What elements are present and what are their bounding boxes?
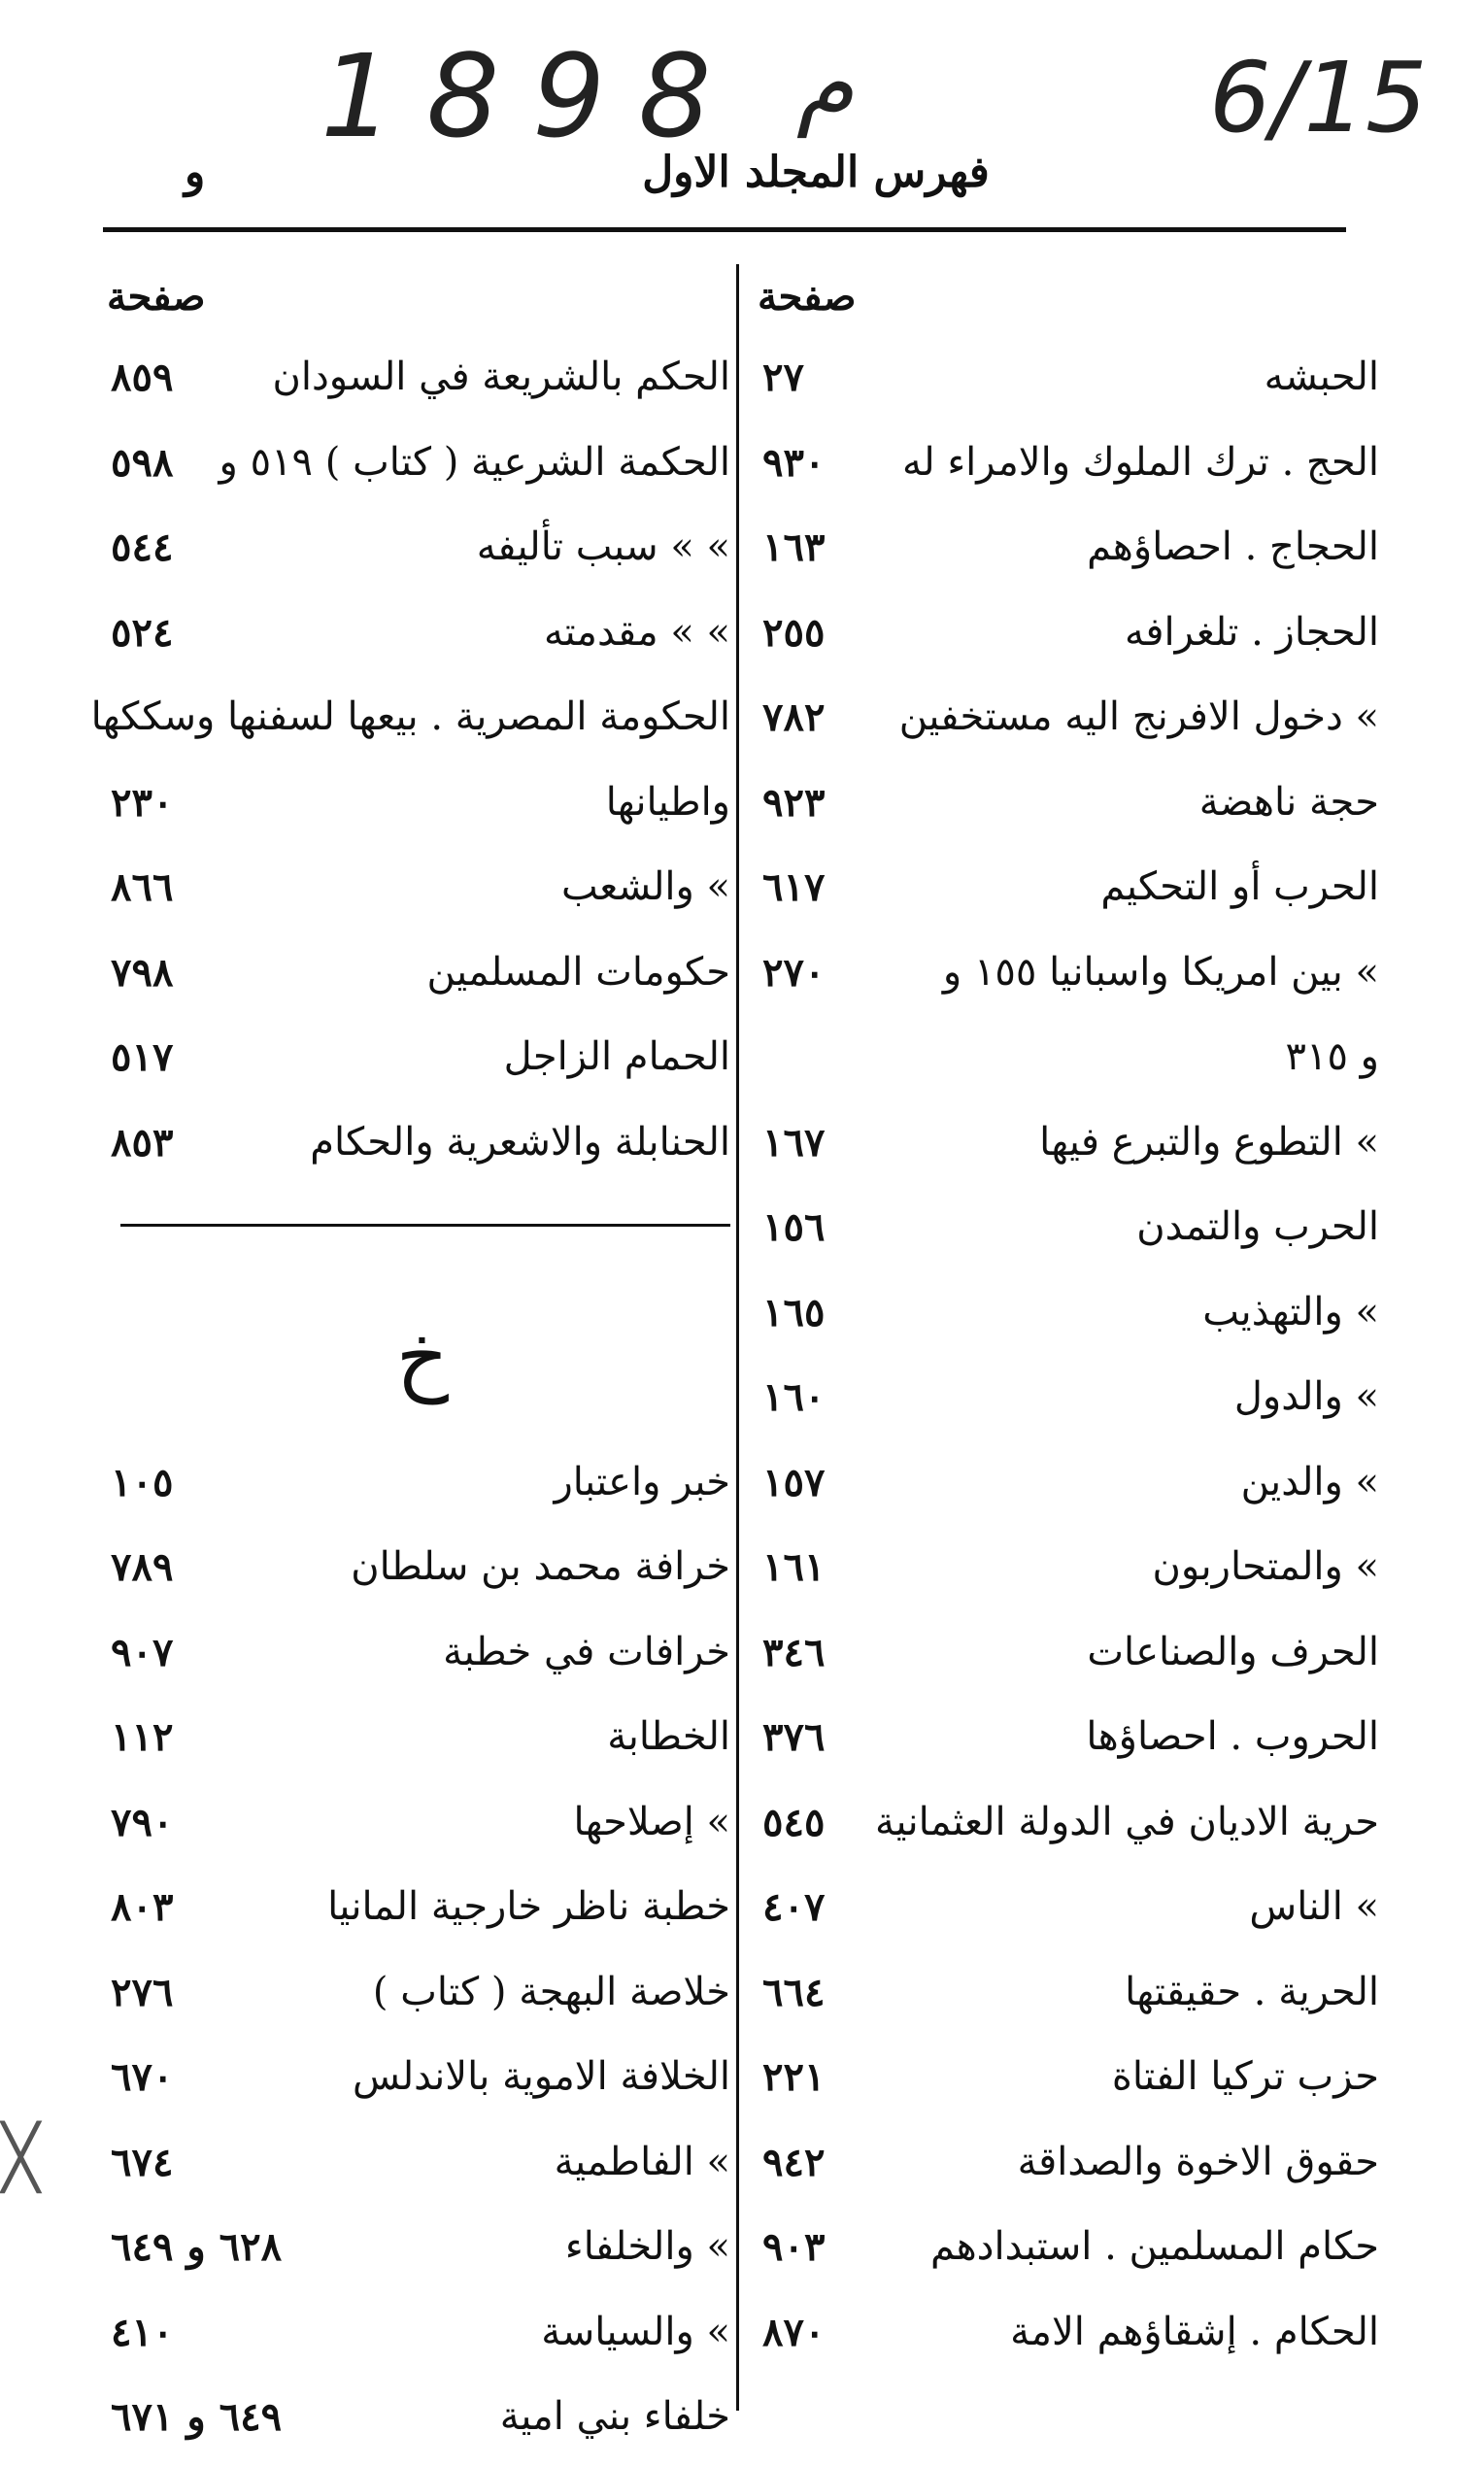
index-term: خلاصة البهجة ( كتاب ) <box>372 1969 730 2014</box>
page-number: ٢٧٦ <box>111 1969 174 2015</box>
index-entry <box>101 1695 730 1780</box>
page-number: ٦٧٠ <box>111 2054 174 2100</box>
page-number: ٦٧٤ <box>111 2139 174 2185</box>
section-letter: خ <box>395 1308 449 1404</box>
page-number: ٢٧٠ <box>762 949 826 996</box>
index-entry <box>101 591 730 676</box>
page-number: ٩٤٢ <box>762 2139 826 2185</box>
index-term: » والدين <box>1240 1459 1379 1504</box>
page-number: ٢٧ <box>762 355 804 400</box>
right-column-heading: صفحة <box>758 274 857 320</box>
page-number: ٢٢١ <box>762 2054 826 2100</box>
page-letter: و <box>185 148 206 197</box>
page-number: ٨٠٣ <box>111 1884 174 1930</box>
page-number: ٩٠٣ <box>762 2224 826 2270</box>
index-term: حقوق الاخوة والصداقة <box>1017 2139 1379 2184</box>
index-term: حجة ناهضة <box>1198 779 1379 825</box>
section-heading <box>101 1270 730 1440</box>
index-term: الحكم بالشريعة في السودان <box>272 355 730 399</box>
page-number: ١١٢ <box>111 1714 174 1760</box>
index-entry <box>753 1440 1379 1526</box>
page-number: ٧٩٨ <box>111 949 174 996</box>
page-number: ٥١٧ <box>111 1034 174 1080</box>
index-term: خرافة محمد بن سلطان <box>351 1544 730 1589</box>
column-divider <box>736 264 739 2411</box>
right-column <box>753 335 1379 2375</box>
margin-cross-mark: ╳ <box>2 2122 40 2194</box>
index-term: و ٣١٥ <box>1285 1034 1379 1079</box>
index-entry <box>753 930 1379 1016</box>
index-entry <box>753 1270 1379 1356</box>
index-entry <box>101 760 730 846</box>
handwritten-mark: م <box>796 29 855 138</box>
index-entry <box>101 845 730 930</box>
index-entry <box>753 675 1379 760</box>
page-number: ٥٤٤ <box>111 524 174 570</box>
index-entry <box>753 1100 1379 1186</box>
index-term: خطبة ناظر خارجية المانيا <box>327 1884 730 1929</box>
page-number: ٧٨٩ <box>111 1544 174 1590</box>
index-term: » والمتحاربون <box>1152 1544 1379 1589</box>
page-number: ٦٤٩ و ٦٧١ <box>111 2394 283 2440</box>
index-entry <box>101 1780 730 1866</box>
index-term: الحرف والصناعات <box>1087 1629 1379 1674</box>
left-column <box>90 335 730 2460</box>
index-entry <box>753 1525 1379 1610</box>
page-number: ١٦٠ <box>762 1374 826 1420</box>
page-number: ١٥٦ <box>762 1204 826 1250</box>
index-term: الحمام الزاجل <box>503 1034 730 1079</box>
page-number: ٥٤٥ <box>762 1799 826 1845</box>
index-term: الحكومة المصرية . بيعها لسفنها وسككها <box>90 694 730 739</box>
page-number: ١٦٣ <box>762 524 826 570</box>
index-entry <box>753 2205 1379 2290</box>
index-entry <box>101 1950 730 2036</box>
index-term: الحروب . احصاؤها <box>1086 1714 1379 1759</box>
index-entry <box>753 2290 1379 2376</box>
index-entry <box>753 2035 1379 2120</box>
index-entry <box>753 1610 1379 1696</box>
index-term: حكام المسلمين . استبدادهم <box>929 2224 1379 2269</box>
index-entry <box>753 760 1379 846</box>
index-entry <box>101 1015 730 1100</box>
index-entry <box>753 1695 1379 1780</box>
index-entry <box>753 1015 1379 1100</box>
index-entry <box>753 845 1379 930</box>
index-entry <box>101 505 730 591</box>
index-term: » الفاطمية <box>554 2139 730 2184</box>
page-number: ٤١٠ <box>111 2309 174 2355</box>
index-entry <box>753 335 1379 421</box>
page-number: ١٥٧ <box>762 1459 826 1505</box>
index-entry <box>101 2205 730 2290</box>
page-number: ٤٠٧ <box>762 1884 826 1930</box>
page-number: ٣٧٦ <box>762 1714 826 1760</box>
left-column-heading: صفحة <box>107 274 206 320</box>
index-term: حزب تركيا الفتاة <box>1111 2054 1379 2099</box>
index-entry <box>101 335 730 421</box>
page-number: ٩٣٠ <box>762 439 826 486</box>
index-entry <box>753 1865 1379 1950</box>
index-term: واطيانها <box>605 779 730 825</box>
page-number: ٥٢٤ <box>111 609 174 656</box>
index-term: » بين امريكا واسبانيا ١٥٥ و <box>942 949 1379 995</box>
index-entry <box>101 2375 730 2460</box>
page-number: ٩٠٧ <box>111 1629 174 1675</box>
index-entry <box>101 1100 730 1186</box>
index-entry <box>753 505 1379 591</box>
page-number: ١٦١ <box>762 1544 826 1590</box>
index-term: الحنابلة والاشعرية والحكام <box>310 1119 730 1165</box>
header-rule <box>103 227 1346 232</box>
index-term: » إصلاحها <box>573 1799 730 1844</box>
index-term: » دخول الافرنج اليه مستخفين <box>898 694 1379 739</box>
index-entry <box>753 1185 1379 1270</box>
index-term: الحجاز . تلغرافه <box>1124 609 1379 655</box>
index-entry <box>101 930 730 1016</box>
page-number: ١٦٥ <box>762 1289 826 1335</box>
page-number: ٦٢٨ و ٦٤٩ <box>111 2224 283 2270</box>
page-number: ٧٩٠ <box>111 1799 174 1845</box>
index-term: خلفاء بني امية <box>499 2394 730 2439</box>
index-term: الحكام . إشقاؤهم الامة <box>1010 2309 1379 2354</box>
index-entry <box>101 2290 730 2376</box>
handwritten-number: 1898 <box>320 29 745 163</box>
index-term: » والسياسة <box>541 2309 730 2354</box>
index-term: الحج . ترك الملوك والامراء له <box>902 439 1379 485</box>
index-term: » » مقدمته <box>544 609 730 655</box>
index-term: » والتهذيب <box>1202 1289 1379 1334</box>
index-term: الخلافة الاموية بالاندلس <box>352 2054 730 2099</box>
index-entry <box>753 1355 1379 1440</box>
index-entry <box>101 2035 730 2120</box>
index-entry <box>753 1780 1379 1866</box>
index-term: » » سبب تأليفه <box>476 524 730 569</box>
index-entry <box>101 1440 730 1526</box>
page-number: ٧٨٢ <box>762 694 826 740</box>
index-entry <box>101 421 730 506</box>
index-term: » والدول <box>1233 1374 1379 1419</box>
index-term: خبر واعتبار <box>554 1459 730 1504</box>
page-number: ٨٥٩ <box>111 355 174 400</box>
index-term: » التطوع والتبرع فيها <box>1039 1119 1379 1165</box>
page-number: ٨٧٠ <box>762 2309 826 2355</box>
index-term: الحجاج . احصاؤهم <box>1087 524 1379 569</box>
index-term: حرية الاديان في الدولة العثمانية <box>874 1799 1379 1844</box>
index-entry <box>101 1525 730 1610</box>
index-term: خرافات في خطبة <box>443 1629 730 1674</box>
handwritten-fraction: 6/15 <box>1209 41 1428 154</box>
page-number: ٢٥٥ <box>762 609 826 656</box>
page-title: فهرس المجلد الاول <box>642 148 990 197</box>
page-number: ٩٢٣ <box>762 779 826 826</box>
page-number: ١٦٧ <box>762 1119 826 1165</box>
page-number: ٨٦٦ <box>111 864 174 910</box>
index-term: الحرب والتمدن <box>1136 1204 1379 1249</box>
index-entry <box>753 1950 1379 2036</box>
index-term: حكومات المسلمين <box>426 949 730 995</box>
index-entry <box>753 2120 1379 2206</box>
page-number: ٨٥٣ <box>111 1119 174 1165</box>
index-term: الحكمة الشرعية ( كتاب ) ٥١٩ و <box>219 439 730 485</box>
index-entry <box>753 421 1379 506</box>
section-rule <box>101 1185 730 1270</box>
index-entry <box>101 2120 730 2206</box>
page-number: ١٠٥ <box>111 1459 174 1505</box>
index-term: الخطابة <box>607 1714 730 1759</box>
page-number: ٥٩٨ <box>111 439 174 486</box>
index-term: الحرية . حقيقتها <box>1125 1969 1379 2014</box>
index-entry <box>101 1865 730 1950</box>
index-term: » والشعب <box>560 864 730 909</box>
index-term: الحبشه <box>1264 355 1379 399</box>
index-entry <box>90 675 730 760</box>
index-entry <box>101 1610 730 1696</box>
index-entry <box>753 591 1379 676</box>
index-term: » الناس <box>1249 1884 1379 1929</box>
index-term: » والخلفاء <box>564 2224 730 2269</box>
page-number: ٢٣٠ <box>111 779 174 826</box>
index-term: الحرب أو التحكيم <box>1100 864 1379 909</box>
page-number: ٦٦٤ <box>762 1969 826 2015</box>
page-number: ٦١٧ <box>762 864 826 910</box>
page-number: ٣٤٦ <box>762 1629 826 1675</box>
